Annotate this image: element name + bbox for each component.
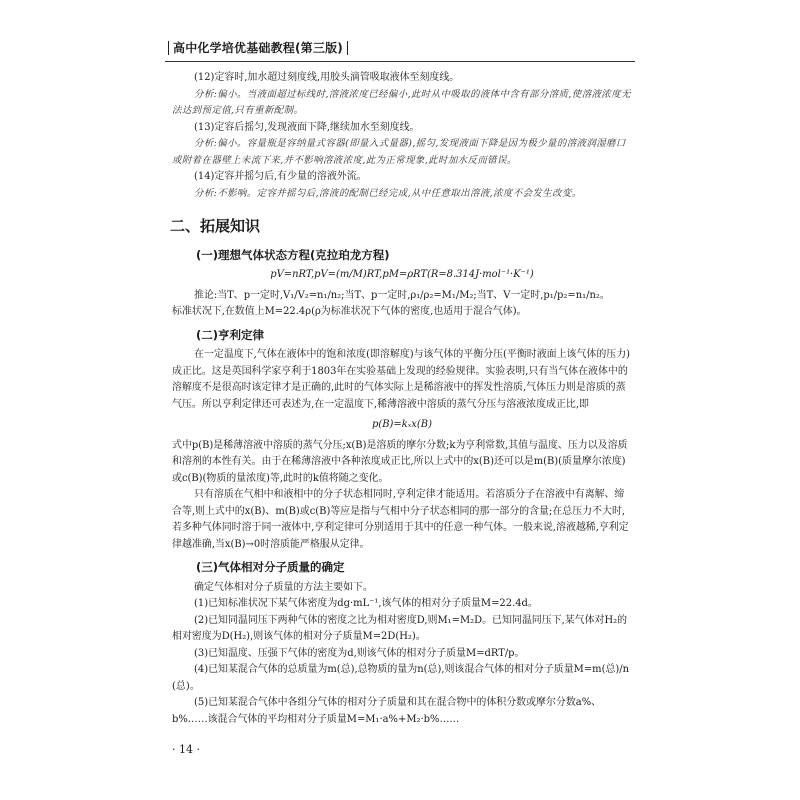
item-12-analysis: 分析:偏小。当液面超过标线时,溶液浓度已经偏小,此时从中吸取的液体中含有部分溶质,使溶液浓度无法达到预定值,只有重新配制。 [172,88,631,116]
henry-paragraph-1: 在一定温度下,气体在液体中的饱和浓度(即溶解度)与该气体的平衡分压(平衡时液面上该气体的压力)成正比。这是英国科学家亨利于1803年在实验基础上发现的经验规律。实验表明,只有当气体在液体中的溶解度不是很高时该定律才是正确的,此时的气体实际上是稀溶液中的挥发性溶质,气体压力则是溶质的蒸气压。所以亨利定律还可表述为,在一定温度下,稀薄溶液中溶质的蒸气分压与溶液浓度成正比,即 [172,349,631,410]
item-14-analysis: 分析:不影响。定容并摇匀后,溶液的配制已经完成,从中任意取出溶液,浓度不会发生改变。 [194,187,582,199]
item-13-analysis: 分析:偏小。容量瓶是容纳量式容器(即量入式量器),摇匀,发现液面下降是因为极少量的溶液润湿磨口或附着在器壁上未流下来,并不影响溶液浓度,此为正常现象,此时加水反而错误。 [172,138,626,166]
henry-paragraph-2: 式中p(B)是稀薄溶液中溶质的蒸气分压;x(B)是溶质的摩尔分数;k为亨利常数,其值与温度、压力以及溶质和溶剂的本性有关。由于在稀薄溶液中各种浓度成正比,所以上式中的x(B)还可以是m(B)(质量摩尔浓度)或c(B)(物质的量浓度)等,此时的k值将随之变化。 [172,439,628,484]
section-title: 二、拓展知识 [170,217,261,235]
item-13-question: (13)定容后摇匀,发现液面下降,继续加水至刻度线。 [194,121,420,133]
item-14-question: (14)定容并摇匀后,有少量的溶液外流。 [194,171,367,182]
molar-mass-item-5: (5)已知某混合气体中各组分气体的相对分子质量和其在混合物中的体积分数或摩尔分数a%、b%……该混合气体的平均相对分子质量M=M₁·a%+M₂·b%…… [172,697,602,725]
standard-condition-note: 标准状况下,在数值上M=22.4ρ(ρ为标准状况下气体的密度,也适用于混合气体)。 [172,306,527,317]
molar-mass-item-2: (2)已知同温同压下两种气体的密度之比为相对密度D,则M₁=M₂D。已知同温同压下,某气体对H₂的相对密度为D(H₂),则该气体的相对分子质量M=2D(H₂)。 [172,614,628,642]
henry-paragraph-3: 只有溶质在气相中和液相中的分子状态相同时,亨利定律才能适用。若溶质分子在溶液中有离解、缔合等,则上式中的x(B)、m(B)或c(B)等应是指与气相中分子状态相同的那一部分的含量;在总压力不大时,若多种气体同时溶于同一液体中,亨利定律可分别适用于其中的任意一种气体。一般来说,溶液越稀,亨利定律越准确,当x(B)→0时溶质能严格服从定律。 [172,489,629,550]
molar-mass-intro: 确定气体相对分子质量的方法主要如下。 [194,581,373,593]
subsection-2-title: (二)亨利定律 [196,327,265,342]
subsection-1-title: (一)理想气体状态方程(克拉珀龙方程) [196,247,390,262]
ideal-gas-equation: pV=nRT,pV=(m/M)RT,pM=ρRT(R=8.314J·mol⁻¹·K⁻¹) [270,269,534,280]
subsection-3-title: (三)气体相对分子质量的确定 [196,560,345,574]
ideal-gas-inference: 推论:当T、p一定时,V₁/V₂=n₁/n₂;当T、p一定时,ρ₁/ρ₂=M₁/M₂;当T、V一定时,p₁/p₂=n₁/n₂。 [194,289,610,301]
header-rule [165,61,635,62]
molar-mass-item-4: (4)已知某混合气体的总质量为m(总),总物质的量为n(总),则该混合气体的相对分子质量M=m(总)/n(总)。 [172,664,630,692]
page-number: · 14 · [172,743,200,756]
henry-equation: p(B)=kₓx(B) [372,419,432,430]
molar-mass-item-3: (3)已知温度、压强下气体的密度为d,则该气体的相对分子质量M=dRT/p。 [194,647,525,659]
page-body [172,70,632,728]
molar-mass-item-1: (1)已知标准状况下某气体密度为dg·mL⁻¹,该气体的相对分子质量M=22.4d。 [194,598,538,609]
running-head: 高中化学培优基础教程(第三版) [168,41,348,55]
item-12-question: (12)定容时,加水超过刻度线,用胶头滴管吸取液体至刻度线。 [194,72,460,83]
